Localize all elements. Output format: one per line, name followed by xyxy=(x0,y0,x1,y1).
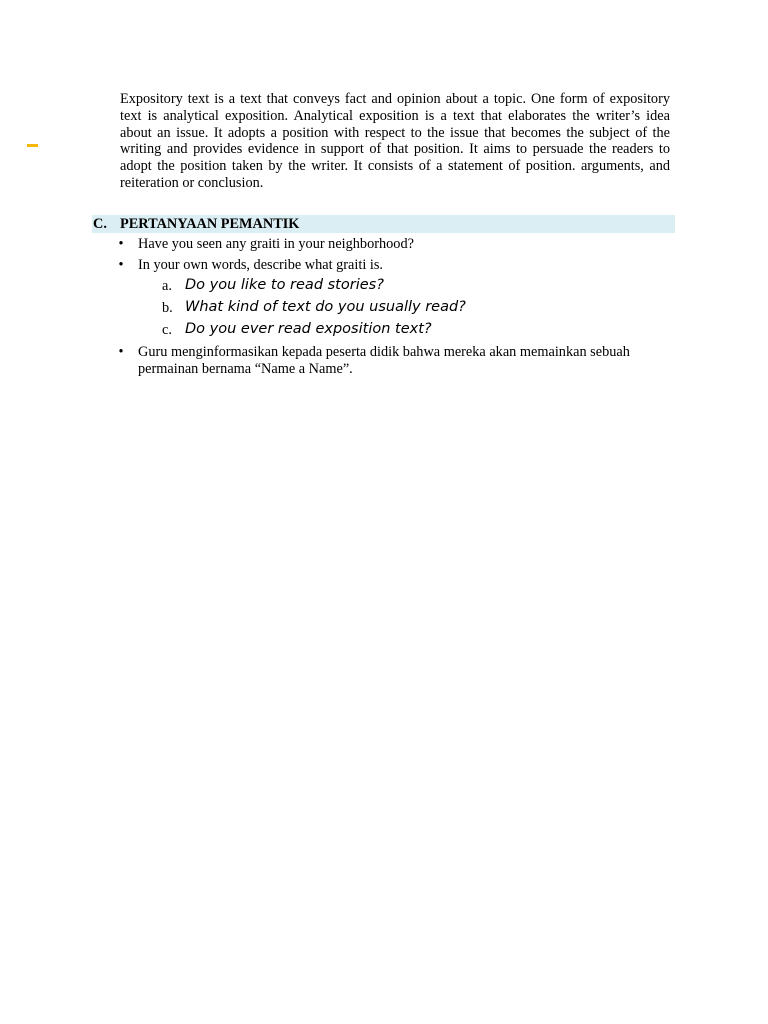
sub-list-letter: c. xyxy=(162,322,172,338)
list-item-text: Have you seen any graiti in your neighborhood? xyxy=(138,236,414,252)
bullet-icon: • xyxy=(118,236,124,252)
section-heading xyxy=(92,215,675,233)
section-letter: C. xyxy=(93,216,107,232)
sub-list-letter: b. xyxy=(162,300,173,316)
sub-list-letter: a. xyxy=(162,278,172,294)
section-title: PERTANYAAN PEMANTIK xyxy=(120,216,300,232)
sub-list-text: What kind of text do you usually read? xyxy=(185,299,466,315)
intro-paragraph: Expository text is a text that conveys fact and opinion about a topic. One form of expository text is analytical exposition. Analytical exposition is a text that elaborates the writer’s idea about an issue. It adopts a position with respect to the issue that becomes the subject of the writing and provides evidence in support of that position. It aims to persuade the readers to adopt the position taken by the writer. It consists of a statement of position. arguments, and reiteration or conclusion. xyxy=(120,91,670,191)
sub-list-text: Do you like to read stories? xyxy=(185,277,384,293)
bullet-icon: • xyxy=(118,257,124,273)
list-item-text: Guru menginformasikan kepada peserta didik bahwa mereka akan memainkan sebuah permainan bernama “Name a Name”. xyxy=(138,344,630,377)
sub-list-item xyxy=(0,298,768,318)
margin-change-marker xyxy=(27,144,38,147)
sub-list-item xyxy=(0,320,768,340)
sub-list-text: Do you ever read exposition text? xyxy=(185,321,432,337)
sub-list-item xyxy=(0,276,768,296)
list-item-text: In your own words, describe what graiti is. xyxy=(138,257,383,273)
bullet-icon: • xyxy=(118,344,124,360)
